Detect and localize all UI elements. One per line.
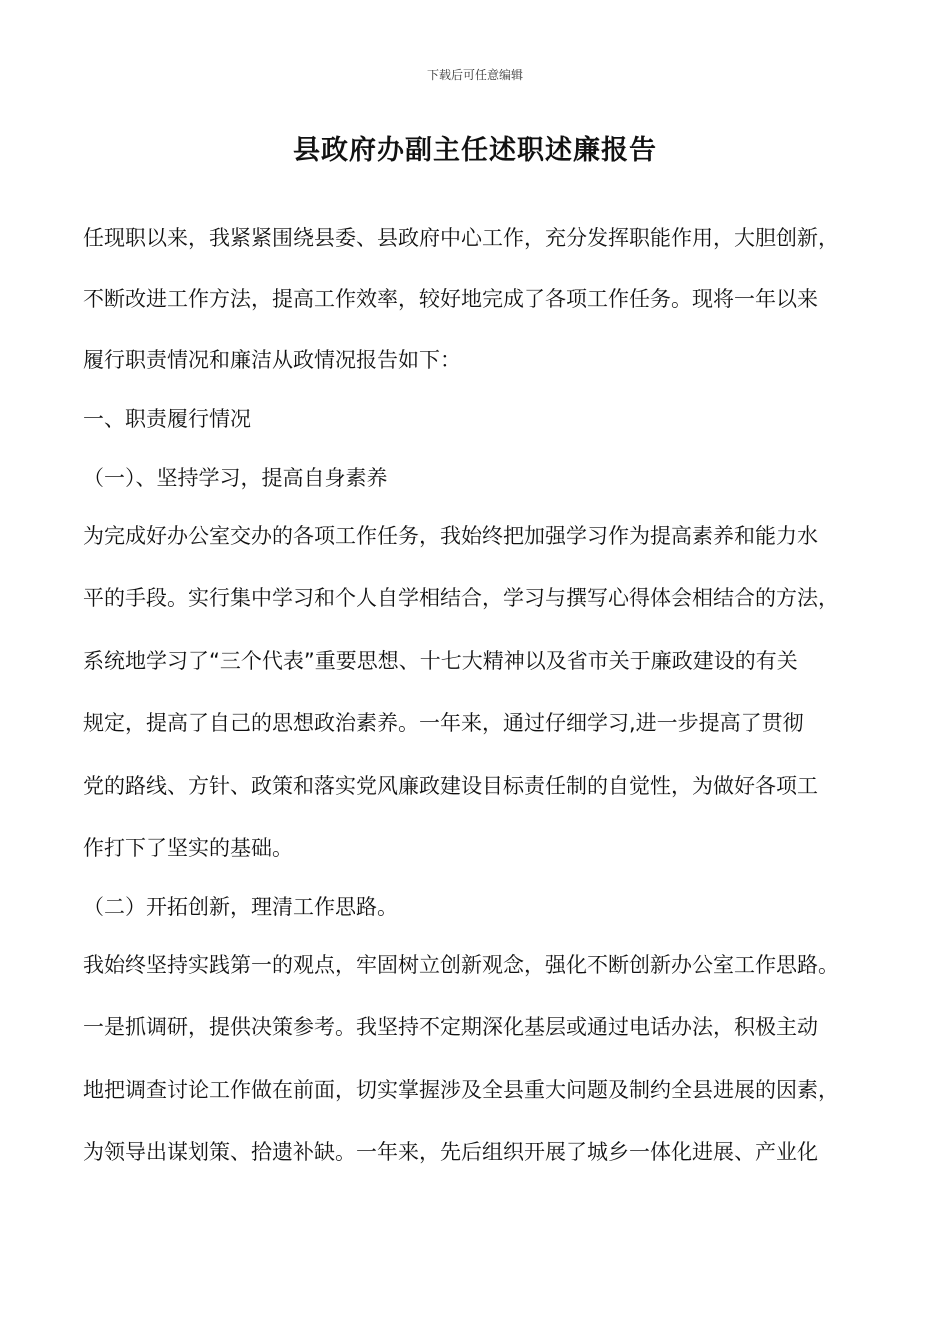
- body-line: 作打下了坚实的基础。: [83, 836, 293, 860]
- body-line: 规定，提高了自己的思想政治素养。一年来，通过仔细学习,进一步提高了贯彻: [83, 711, 804, 735]
- header-note: 下载后可任意编辑: [426, 68, 523, 82]
- body-line: 一是抓调研，提供决策参考。我坚持不定期深化基层或通过电话办法，积极主动: [83, 1015, 818, 1039]
- subsection-heading: （二）开拓创新，理清工作思路。: [83, 895, 398, 919]
- body-line: 党的路线、方针、政策和落实党风廉政建设目标责任制的自觉性，为做好各项工: [83, 774, 818, 798]
- body-line: 地把调查讨论工作做在前面，切实掌握涉及全县重大问题及制约全县进展的因素，: [83, 1078, 839, 1102]
- body-line: 任现职以来，我紧紧围绕县委、县政府中心工作，充分发挥职能作用，大胆创新，: [83, 226, 839, 250]
- body-line: 系统地学习了“三个代表”重要思想、十七大精神以及省市关于廉政建设的有关: [83, 649, 798, 673]
- document-title: 县政府办副主任述职述廉报告: [293, 135, 657, 166]
- body-line: 平的手段。实行集中学习和个人自学相结合，学习与撰写心得体会相结合的方法，: [83, 586, 839, 610]
- body-line: 不断改进工作方法，提高工作效率，较好地完成了各项工作任务。现将一年以来: [83, 287, 818, 311]
- body-line: 我始终坚持实践第一的观点，牢固树立创新观念，强化不断创新办公室工作思路。: [83, 953, 839, 977]
- body-line: 为领导出谋划策、拾遗补缺。一年来，先后组织开展了城乡一体化进展、产业化: [83, 1140, 818, 1164]
- body-line: 为完成好办公室交办的各项工作任务，我始终把加强学习作为提高素养和能力水: [83, 524, 818, 548]
- body-line: 履行职责情况和廉洁从政情况报告如下：: [83, 348, 461, 372]
- subsection-heading: （一）、坚持学习，提高自身素养: [83, 466, 388, 490]
- section-heading: 一、职责履行情况: [83, 407, 251, 431]
